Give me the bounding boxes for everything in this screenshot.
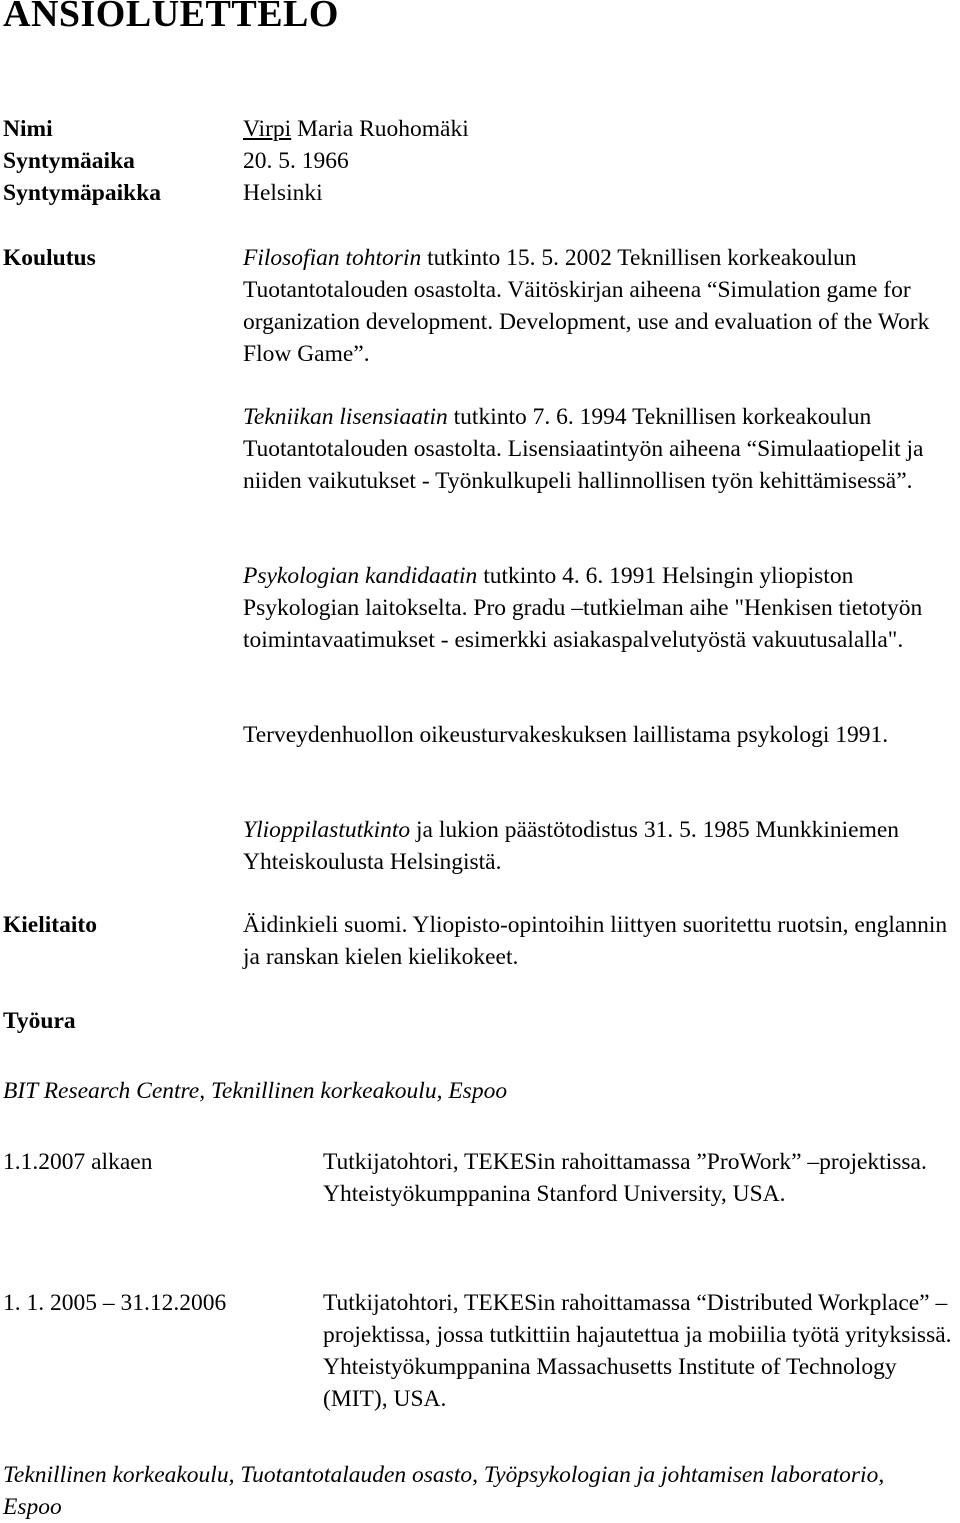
employer-heading: Teknillinen korkeakoulu, Tuotantotalauden osasto, Työpsykologian ja johtamisen laboratorio, Espoo bbox=[3, 1462, 885, 1520]
job-date: 1. 1. 2005 – 31.12.2006 bbox=[3, 1290, 227, 1316]
career-label: Työura bbox=[3, 1008, 76, 1034]
degree-text: tutkinto 15. 5. 2002 Teknillisen korkeakoulun Tuotantotalouden osastolta. Väitöskirjan aiheena “Simulation game for organization development. Development, use and evaluation of the Work Flow Game”. bbox=[243, 245, 930, 367]
job-description: Tutkijatohtori, TEKESin rahoittamassa ”ProWork” –projektissa. Yhteistyökumppanina Stanford University, USA. bbox=[323, 1149, 927, 1207]
languages-text: Äidinkieli suomi. Yliopisto-opintoihin liittyen suoritettu ruotsin, englannin ja ranskan kielen kielikokeet. bbox=[243, 912, 948, 970]
degree-title: Filosofian tohtorin bbox=[243, 245, 422, 271]
degree-title: Tekniikan lisensiaatin bbox=[243, 404, 448, 430]
job-date: 1.1.2007 alkaen bbox=[3, 1149, 153, 1175]
degree-text: ja lukion päästötodistus 31. 5. 1985 Munkkiniemen Yhteiskoulusta Helsingistä. bbox=[243, 817, 900, 875]
birthplace-label: Syntymäpaikka bbox=[3, 180, 162, 206]
first-name: Virpi bbox=[243, 116, 292, 142]
education-entry-matriculation bbox=[243, 814, 958, 878]
name-value bbox=[243, 113, 469, 145]
birthplace-value: Helsinki bbox=[243, 180, 323, 206]
education-entry-bachelor bbox=[243, 560, 958, 656]
degree-title: Psykologian kandidaatin bbox=[243, 563, 478, 589]
education-entry-doctorate bbox=[243, 242, 958, 370]
degree-text: tutkinto 4. 6. 1991 Helsingin yliopiston Psykologian laitokselta. Pro gradu –tutkielman aihe "Henkisen tietotyön toimintavaatimukset - esimerkki asiakaspalvelutyöstä vakuutusalalla". bbox=[243, 563, 923, 653]
languages-label: Kielitaito bbox=[3, 912, 97, 938]
birthdate-label: Syntymäaika bbox=[3, 148, 135, 174]
job-description: Tutkijatohtori, TEKESin rahoittamassa “Distributed Workplace” –projektissa, jossa tutkittiin hajautettua ja mobiilia työtä yrityksissä. Yhteistyökumppanina Massachusetts Institute of Technology (MIT), USA. bbox=[323, 1290, 952, 1412]
education-entry-licentiate bbox=[243, 401, 958, 497]
education-label: Koulutus bbox=[3, 245, 96, 271]
education-entry-psychologist bbox=[243, 719, 958, 751]
page-title: ANSIOLUETTELO bbox=[3, 0, 339, 35]
rest-of-name: Maria Ruohomäki bbox=[291, 116, 469, 142]
degree-text: tutkinto 7. 6. 1994 Teknillisen korkeakoulun Tuotantotalouden osastolta. Lisensiaatintyön aiheena “Simulaatiopelit ja niiden vaikutukset - Työnkulkupeli hallinnollisen työn kehittämisessä”. bbox=[243, 404, 924, 494]
degree-title: Ylioppilastutkinto bbox=[243, 817, 411, 843]
birthdate-value: 20. 5. 1966 bbox=[243, 148, 349, 174]
employer-heading: BIT Research Centre, Teknillinen korkeakoulu, Espoo bbox=[3, 1078, 508, 1104]
degree-text: Terveydenhuollon oikeusturvakeskuksen laillistama psykologi 1991. bbox=[243, 722, 889, 748]
name-label: Nimi bbox=[3, 116, 53, 142]
